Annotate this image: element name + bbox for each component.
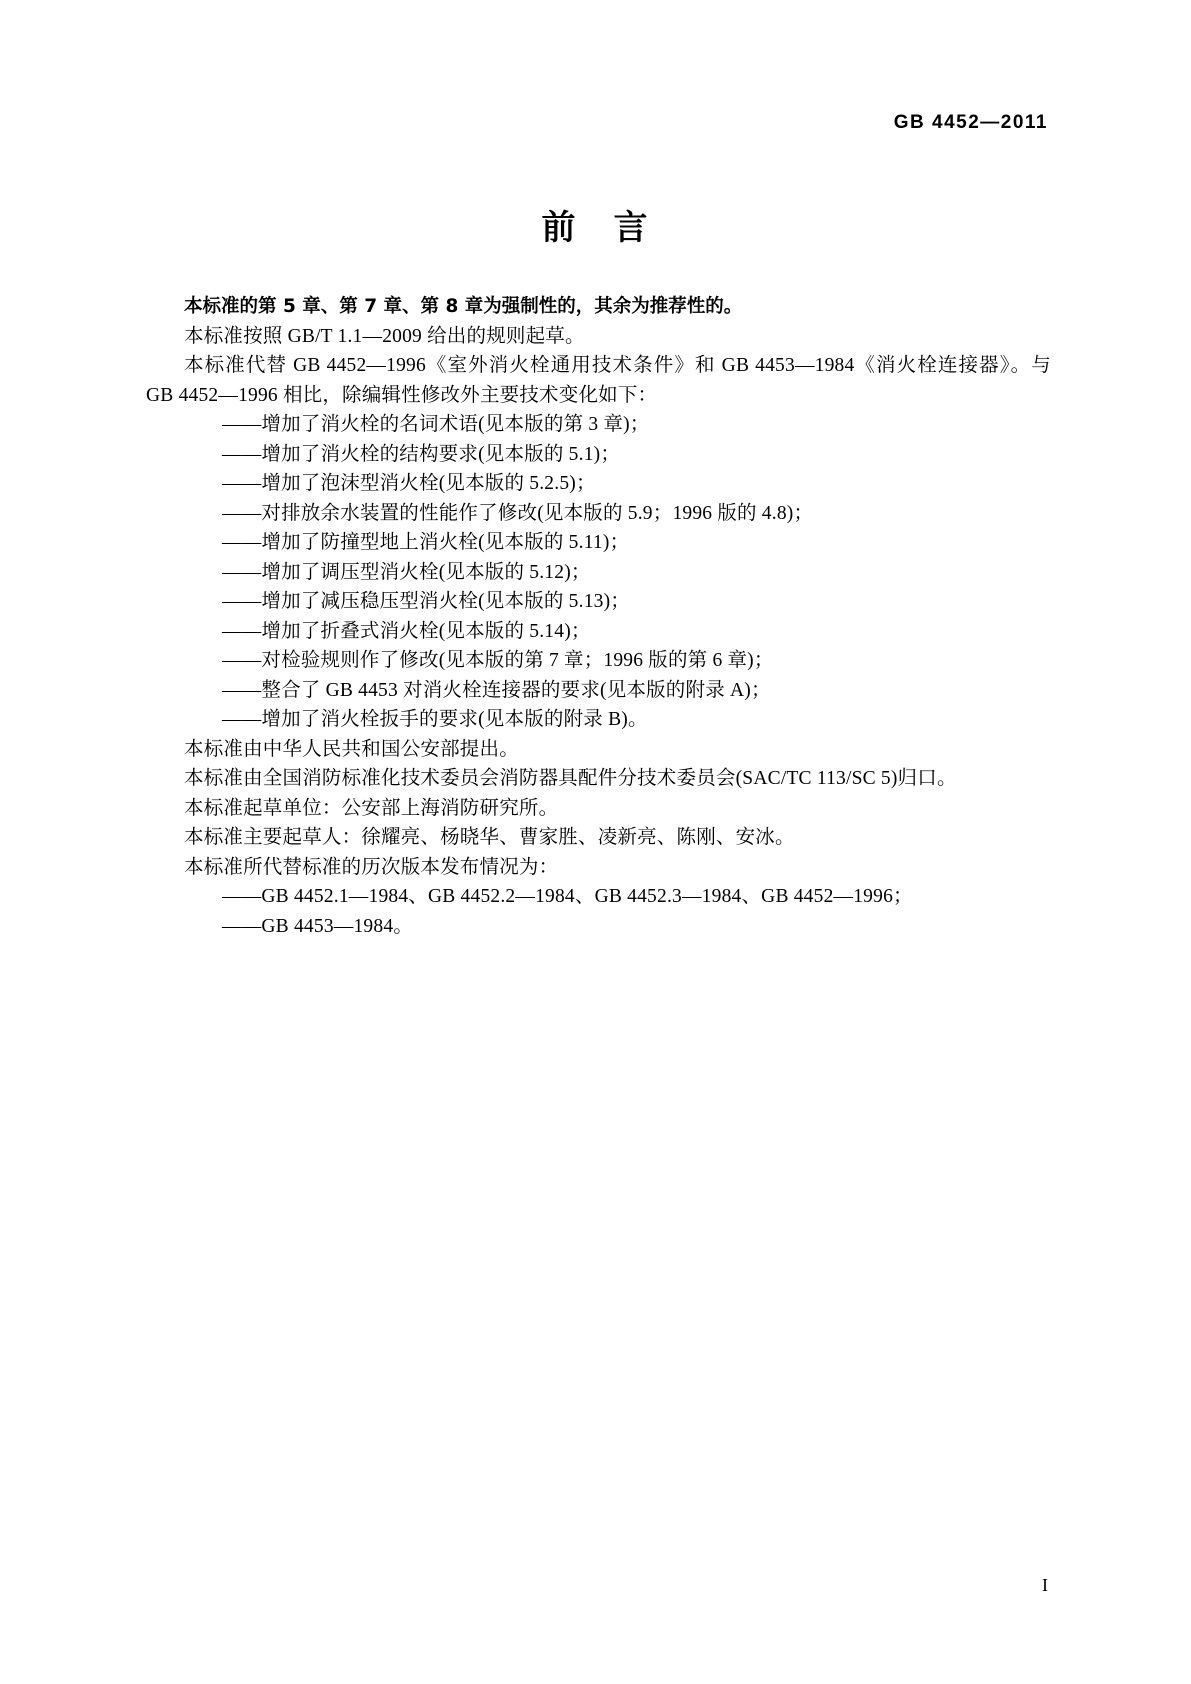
foreword-paragraph: 本标准所代替标准的历次版本发布情况为： [184, 856, 559, 878]
foreword-paragraph: 本标准起草单位：公安部上海消防研究所。 [184, 797, 559, 819]
page-header-standard-code: GB 4452—2011 [893, 112, 1048, 133]
foreword-paragraph: ——GB 4453—1984。 [222, 915, 413, 937]
page-title-char-1: 前 [541, 208, 578, 248]
foreword-paragraph: ——增加了泡沫型消火栓(见本版的 5.2.5)； [222, 473, 596, 494]
page-title-char-2: 言 [613, 208, 650, 248]
foreword-paragraph: ——整合了 GB 4453 对消火栓连接器的要求(见本版的附录 A)； [222, 679, 771, 701]
foreword-paragraph: ——增加了调压型消火栓(见本版的 5.12)； [222, 561, 591, 583]
foreword-body [146, 292, 1051, 941]
foreword-paragraph: 本标准代替 GB 4452—1996《室外消火栓通用技术条件》和 GB 4453—1984《消火栓连接器》。与 GB 4452—1996 相比，除编辑性修改外主要技术变化如下： [146, 355, 1051, 406]
foreword-paragraph: ——GB 4452.1—1984、GB 4452.2—1984、GB 4452.3—1984、GB 4452—1996； [222, 886, 913, 907]
foreword-paragraph: ——增加了折叠式消火栓(见本版的 5.14)； [222, 620, 591, 642]
page-number: I [1042, 1575, 1048, 1595]
foreword-paragraph: ——对检验规则作了修改(见本版的第 7 章；1996 版的第 6 章)； [222, 650, 774, 671]
foreword-paragraph: 本标准由中华人民共和国公安部提出。 [184, 738, 519, 760]
page-title [0, 200, 1191, 249]
foreword-paragraph: ——增加了减压稳压型消火栓(见本版的 5.13)； [222, 591, 630, 612]
foreword-paragraph: ——增加了消火栓扳手的要求(见本版的附录 B)。 [222, 709, 648, 730]
foreword-paragraph: ——增加了消火栓的名词术语(见本版的第 3 章)； [222, 414, 650, 435]
foreword-paragraph: ——增加了防撞型地上消火栓(见本版的 5.11)； [222, 532, 630, 553]
foreword-paragraph: ——对排放余水装置的性能作了修改(见本版的 5.9；1996 版的 4.8)； [222, 502, 814, 524]
foreword-paragraph: 本标准由全国消防标准化技术委员会消防器具配件分技术委员会(SAC/TC 113/SC 5)归口。 [184, 768, 957, 789]
foreword-paragraph: 本标准按照 GB/T 1.1—2009 给出的规则起草。 [184, 325, 585, 347]
foreword-paragraph: 本标准主要起草人：徐耀亮、杨晓华、曹家胜、凌新亮、陈刚、安冰。 [184, 827, 795, 848]
foreword-paragraph: 本标准的第 5 章、第 7 章、第 8 章为强制性的，其余为推荐性的。 [184, 296, 743, 317]
foreword-paragraph: ——增加了消火栓的结构要求(见本版的 5.1)； [222, 443, 621, 465]
